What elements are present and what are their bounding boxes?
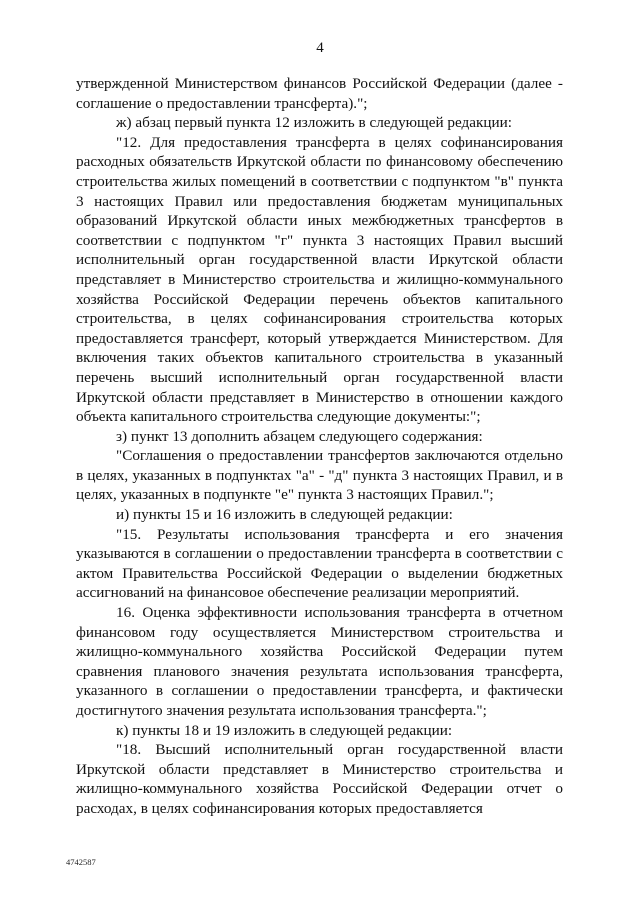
paragraph-item-12: "12. Для предоставления трансферта в целях софинансирования расходных обязательств Иркутской области по финансовому обеспечению строительства жилых помещений в соответствии с подпунктом "в" пункта 3 настоящих Правил или предоставления бюджетам муниципальных образований Иркутской области иных межбюджетных трансфертов в соответствии с подпунктом "г" пункта 3 настоящих Правил высший исполнительный орган государственной власти Иркутской области представляет в Министерство строительства и жилищно-коммунального хозяйства Российской Федерации перечень объектов капитального строительства, в целях софинансирования строительства которых предоставляется трансферт, который утверждается Министерством. Для включения таких объектов капитального строительства в указанный перечень высший исполнительный орган государственной власти Иркутской области представляет в Министерство в отношении каждого объекта капитального строительства следующие документы:"; xyxy=(76,133,563,426)
paragraph-amendment-z: з) пункт 13 дополнить абзацем следующего содержания: xyxy=(116,427,483,445)
paragraph-item-18: "18. Высший исполнительный орган государственной власти Иркутской области представляет в Министерство строительства и жилищно-коммунального хозяйства Российской Федерации отчет о расходах, в целях софинансирования которых предоставляется xyxy=(76,741,563,817)
page-number: 4 xyxy=(316,40,324,56)
paragraph-amendment-zh: ж) абзац первый пункта 12 изложить в следующей редакции: xyxy=(116,114,512,132)
paragraph-continuation: утвержденной Министерством финансов Российской Федерации (далее - соглашение о предоставлении трансферта)."; xyxy=(76,75,563,112)
paragraph-agreements: "Соглашения о предоставлении трансфертов заключаются отдельно в целях, указанных в подпунктах "а" - "д" пункта 3 настоящих Правил, и в целях, указанных в подпункте "е" пункта 3 настоящих Правил."; xyxy=(76,447,563,504)
paragraph-amendment-k: к) пункты 18 и 19 изложить в следующей редакции: xyxy=(116,721,453,739)
paragraph-item-16: 16. Оценка эффективности использования трансферта в отчетном финансовом году осуществляется Министерством строительства и жилищно-коммунального хозяйства Российской Федерации путем сравнения планового значения результата использования трансферта, указанного в соглашении о предоставлении трансферта, и фактически достигнутого значения результата использования трансферта."; xyxy=(76,604,563,719)
document-body xyxy=(76,74,563,819)
document-code: 4742587 xyxy=(66,857,96,867)
paragraph-item-15: "15. Результаты использования трансферта и его значения указываются в соглашении о предоставлении трансферта в соответствии с актом Правительства Российской Федерации о выделении бюджетных ассигнований на финансовое обеспечение реализации мероприятий. xyxy=(76,525,563,602)
paragraph-amendment-i: и) пункты 15 и 16 изложить в следующей редакции: xyxy=(116,506,453,524)
